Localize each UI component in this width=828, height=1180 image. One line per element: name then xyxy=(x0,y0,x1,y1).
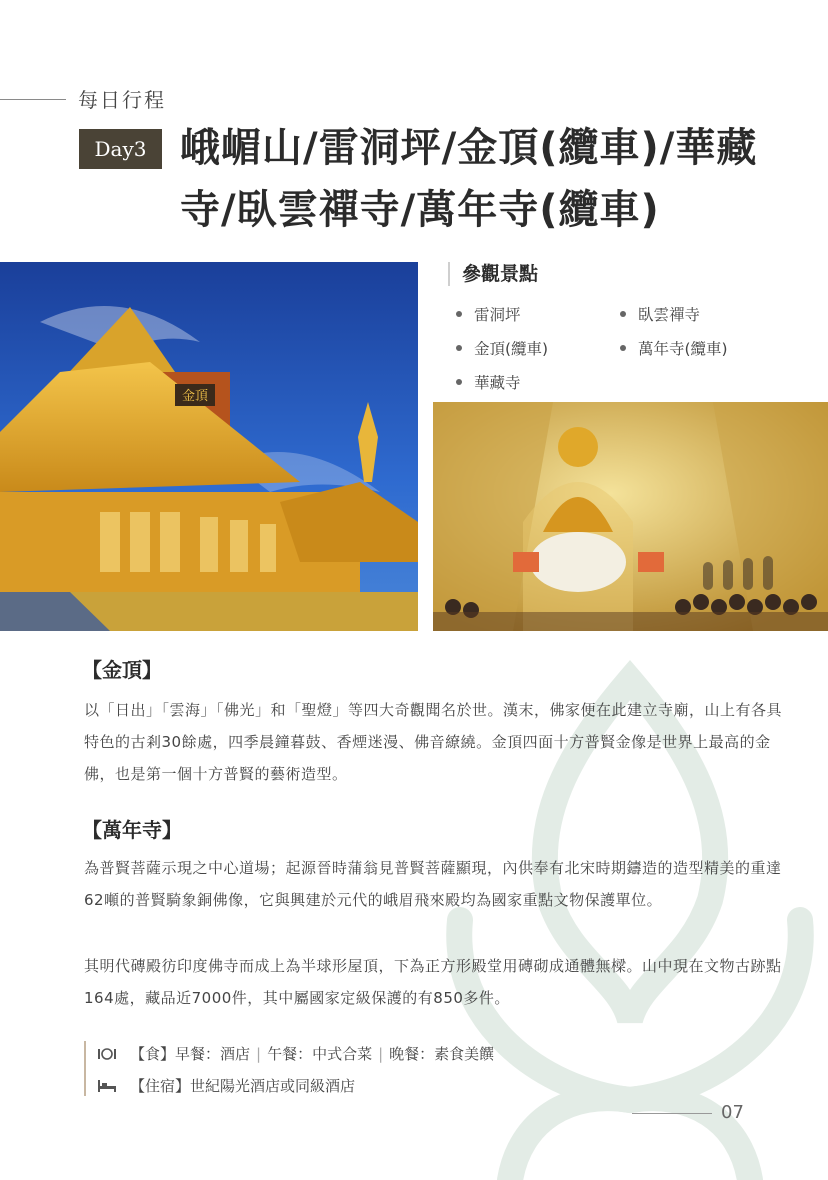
dining-icon xyxy=(98,1047,118,1061)
svg-text:金頂: 金頂 xyxy=(181,389,209,404)
section-label: 每日行程 xyxy=(78,88,166,112)
bullet-icon xyxy=(456,345,462,351)
page-title: 峨嵋山/雷洞坪/金頂(纜車)/華藏寺/臥雲禪寺/萬年寺(纜車) xyxy=(180,125,758,233)
meal-lodging-box xyxy=(84,1041,686,1096)
sight-item: 雷洞坪 xyxy=(456,303,521,325)
lodging-row: 【住宿】 世紀陽光酒店或同級酒店 xyxy=(98,1075,355,1096)
sight-item: 臥雲禪寺 xyxy=(620,303,700,325)
wannian-temple-history: 其明代磚殿彷印度佛寺而成上為半球形屋頂，下為正方形殿堂用磚砌成通體無樑。山中現在文物古跡點164處，藏品近7000件，其中屬國家定級保護的有850多件。 xyxy=(84,957,782,1007)
sight-item: 金頂(纜車) xyxy=(456,337,548,359)
sight-item: 萬年寺(纜車) xyxy=(620,337,728,359)
bed-icon xyxy=(98,1079,118,1093)
meals-row: 【食】 早餐：酒店 | 午餐：中式合菜 | 晚餐：素食美饌 xyxy=(98,1043,494,1064)
bullet-icon xyxy=(456,379,462,385)
day-badge: Day3 xyxy=(79,129,162,169)
page-number: 07 xyxy=(721,1102,744,1123)
footer-rule xyxy=(632,1113,712,1114)
golden-temple-photo xyxy=(0,262,418,631)
header-rule xyxy=(0,99,66,100)
section-heading-golden-summit: 【金頂】 xyxy=(82,658,162,682)
golden-summit-description: 以「日出」「雲海」「佛光」和「聖燈」等四大奇觀聞名於世。漢末，佛家便在此建立寺廟，山上有各具特色的古剎30餘處，四季晨鐘暮鼓、香煙迷漫、佛音繚繞。金頂四面十方普賢金像是世界上最高的金佛，也是第一個十方普賢的藝術造型。 xyxy=(84,701,783,783)
bullet-icon xyxy=(456,311,462,317)
golden-buddha-hall-photo xyxy=(433,402,828,631)
section-heading-wannian-temple: 【萬年寺】 xyxy=(82,818,182,842)
wannian-temple-description: 為普賢菩薩示現之中心道場；起源晉時蒲翁見普賢菩薩顯現，內供奉有北宋時期鑄造的造型精美的重達62噸的普賢騎象銅佛像，它與興建於元代的峨眉飛來殿均為國家重點文物保護單位。 xyxy=(84,859,782,909)
sight-item: 華藏寺 xyxy=(456,371,521,393)
bullet-icon xyxy=(620,345,626,351)
sights-heading: 參觀景點 xyxy=(448,262,538,286)
bullet-icon xyxy=(620,311,626,317)
